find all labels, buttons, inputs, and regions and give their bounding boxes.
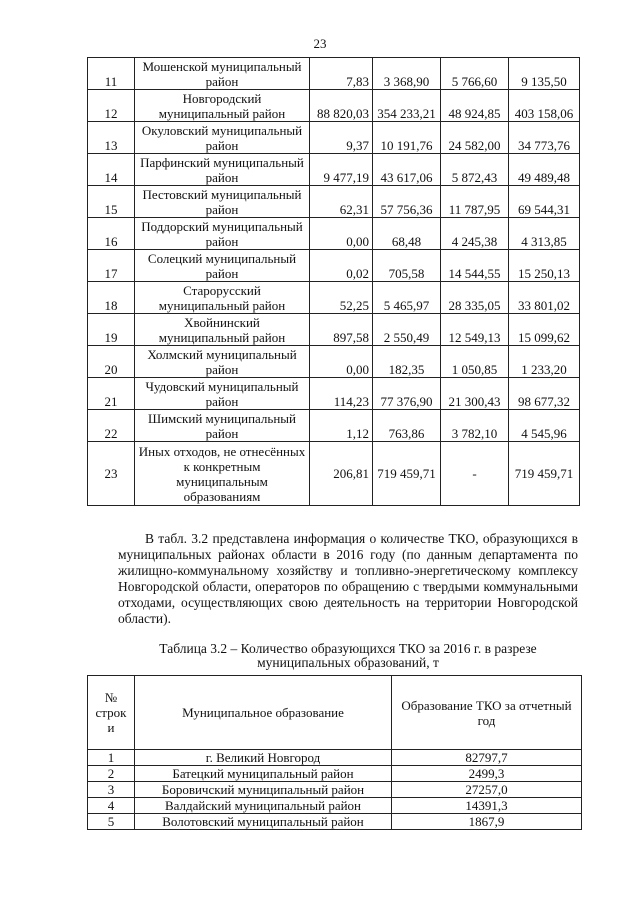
table-caption: Таблица 3.2 – Количество образующихся ТКО за 2016 г. в разрезе муниципальных образований, т bbox=[159, 641, 537, 670]
table-row: 20 Холмский муниципальный район 0,00 182,35 1 050,85 1 233,20 bbox=[88, 346, 580, 378]
page-number: 23 bbox=[313, 36, 327, 51]
column-header: Образование ТКО за отчетный год bbox=[392, 676, 582, 750]
table-row: 22 Шимский муниципальный район 1,12 763,86 3 782,10 4 545,96 bbox=[88, 410, 580, 442]
table-row: 23 Иных отходов, не отнесённых к конкретным муниципальным образованиям 206,81 719 459,71 - 719 459,71 bbox=[88, 442, 580, 506]
column-header: Муниципальное образование bbox=[135, 676, 392, 750]
table-row: 21 Чудовский муниципальный район 114,23 77 376,90 21 300,43 98 677,32 bbox=[88, 378, 580, 410]
body-paragraph: В табл. 3.2 представлена информация о количестве ТКО, образующихся в муниципальных районах области в 2016 году (по данным департамента по жилищно-коммунальному хозяйству и топливно-энергетическому комплексу Новгородской области, операторов по обращению с твердыми коммунальными отходами, осуществляющих свою деятельность на территории Новгородской области). bbox=[118, 531, 578, 626]
table-row: 17 Солецкий муниципальный район 0,02 705,58 14 544,55 15 250,13 bbox=[88, 250, 580, 282]
table-row: 2 Батецкий муниципальный район 2499,3 bbox=[88, 766, 582, 782]
table-header-row bbox=[88, 676, 582, 750]
table-row: 18 Старорусский муниципальный район 52,25 5 465,97 28 335,05 33 801,02 bbox=[88, 282, 580, 314]
table-row: 12 Новгородский муниципальный район 88 820,03 354 233,21 48 924,85 403 158,06 bbox=[88, 90, 580, 122]
table-row: 19 Хвойнинский муниципальный район 897,58 2 550,49 12 549,13 15 099,62 bbox=[88, 314, 580, 346]
table-row: 11 Мошенской муниципальный район 7,83 3 368,90 5 766,60 9 135,50 bbox=[88, 58, 580, 90]
table-row: 15 Пестовский муниципальный район 62,31 57 756,36 11 787,95 69 544,31 bbox=[88, 186, 580, 218]
table-row: 16 Поддорский муниципальный район 0,00 68,48 4 245,38 4 313,85 bbox=[88, 218, 580, 250]
table-row: 1 г. Великий Новгород 82797,7 bbox=[88, 750, 582, 766]
table-row: 14 Парфинский муниципальный район 9 477,19 43 617,06 5 872,43 49 489,48 bbox=[88, 154, 580, 186]
table-row: 3 Боровичский муниципальный район 27257,0 bbox=[88, 782, 582, 798]
continued-waste-table bbox=[87, 57, 580, 506]
table-row: 5 Волотовский муниципальный район 1867,9 bbox=[88, 814, 582, 830]
tko-table bbox=[87, 675, 582, 830]
table-row: 4 Валдайский муниципальный район 14391,3 bbox=[88, 798, 582, 814]
column-header: № строк и bbox=[88, 676, 135, 750]
table-row: 13 Окуловский муниципальный район 9,37 10 191,76 24 582,00 34 773,76 bbox=[88, 122, 580, 154]
